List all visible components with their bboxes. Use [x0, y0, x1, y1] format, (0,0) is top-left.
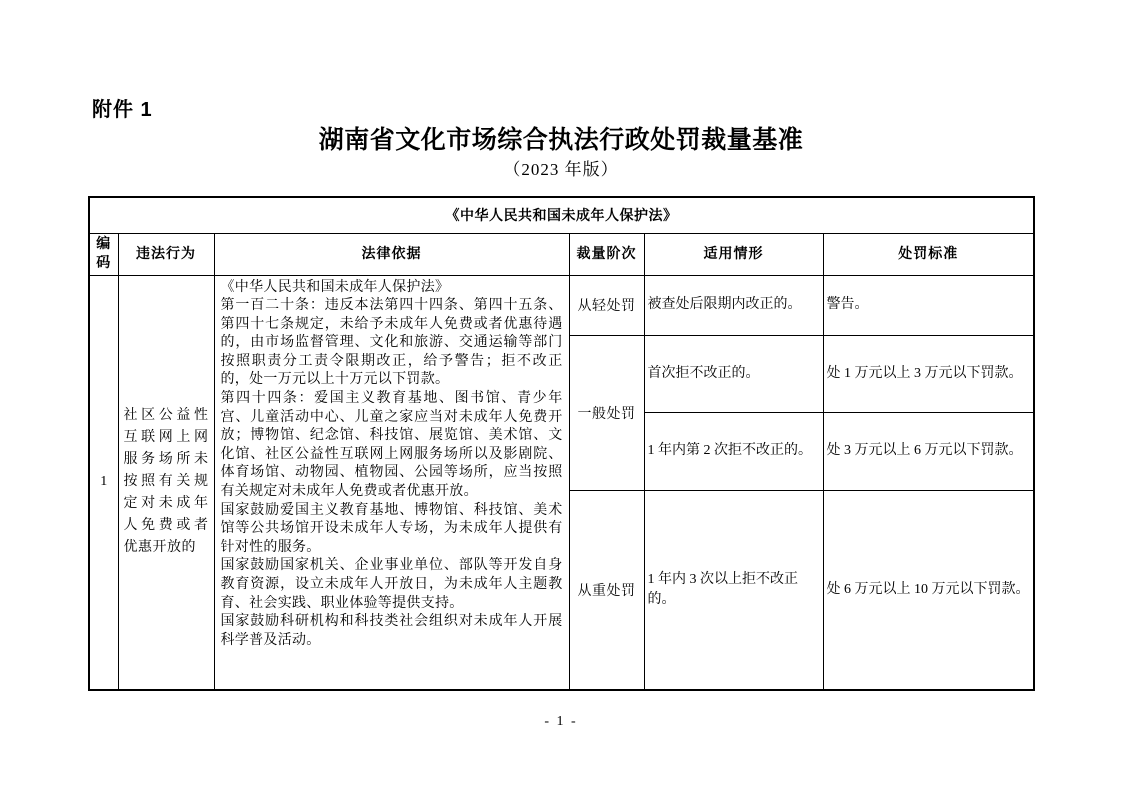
table-banner-row	[89, 197, 1034, 233]
legal-basis-paragraph: 国家鼓励国家机关、企业事业单位、部队等开发自身教育资源，设立未成年人开放日，为未成年人主题教育、社会实践、职业体验等提供支持。	[220, 558, 563, 611]
legal-basis-paragraph: 第一百二十条：违反本法第四十四条、第四十五条、第四十七条规定，未给予未成年人免费或者优惠待遇的，由市场监督管理、文化和旅游、交通运输等部门按照职责分工责令限期改正，给予警告；拒不改正的，处一万元以上十万元以下罚款。	[220, 298, 563, 388]
cell-level-heavy: 从重处罚	[569, 490, 644, 690]
legal-basis-paragraph: 第四十四条：爱国主义教育基地、图书馆、青少年宫、儿童活动中心、儿童之家应当对未成年人免费开放；博物馆、纪念馆、科技馆、展览馆、美术馆、文化馆、社区公益性互联网上网服务场所以及影剧院、体育场馆、动物园、植物园、公园等场所，应当按照有关规定对未成年人免费或者优惠开放。	[220, 391, 563, 500]
cell-penalty-lenient: 警告。	[823, 275, 1034, 335]
col-header-applicable-situation: 适用情形	[644, 233, 823, 275]
col-header-discretion-level: 裁量阶次	[569, 233, 644, 275]
legal-basis-paragraph: 国家鼓励科研机构和科技类社会组织对未成年人开展科学普及活动。	[220, 614, 563, 648]
penalty-standards-table	[88, 196, 1035, 691]
cell-penalty-general-first: 处 1 万元以上 3 万元以下罚款。	[823, 335, 1034, 412]
col-header-penalty-standard: 处罚标准	[823, 233, 1034, 275]
table-header-row	[89, 233, 1034, 275]
cell-situation-general-first: 首次拒不改正的。	[644, 335, 823, 412]
cell-level-lenient: 从轻处罚	[569, 275, 644, 335]
cell-situation-general-second: 1 年内第 2 次拒不改正的。	[644, 412, 823, 490]
cell-situation-heavy: 1 年内 3 次以上拒不改正的。	[644, 490, 823, 690]
table-row	[89, 275, 1034, 335]
legal-basis-paragraph: 国家鼓励爱国主义教育基地、博物馆、科技馆、美术馆等公共场馆开设未成年人专场，为未成年人提供有针对性的服务。	[220, 502, 563, 555]
cell-code: 1	[89, 275, 118, 690]
col-header-legal-basis: 法律依据	[214, 233, 569, 275]
legal-basis-paragraph: 《中华人民共和国未成年人保护法》	[220, 279, 450, 295]
col-header-code: 编码	[89, 233, 118, 275]
cell-penalty-heavy: 处 6 万元以上 10 万元以下罚款。	[823, 490, 1034, 690]
col-header-illegal-act: 违法行为	[118, 233, 214, 275]
cell-illegal-act: 社区公益性互联网上网服务场所未按照有关规定对未成年人免费或者优惠开放的	[118, 275, 214, 690]
attachment-label: 附件 1	[92, 99, 153, 121]
cell-situation-lenient: 被查处后限期内改正的。	[644, 275, 823, 335]
page-number: - 1 -	[544, 714, 578, 729]
document-title: 湖南省文化市场综合执法行政处罚裁量基准	[318, 126, 804, 154]
document-subtitle: （2023 年版）	[503, 160, 619, 179]
cell-legal-basis	[214, 275, 569, 690]
cell-level-general: 一般处罚	[569, 335, 644, 490]
cell-penalty-general-second: 处 3 万元以上 6 万元以下罚款。	[823, 412, 1034, 490]
law-title-banner: 《中华人民共和国未成年人保护法》	[89, 197, 1034, 233]
